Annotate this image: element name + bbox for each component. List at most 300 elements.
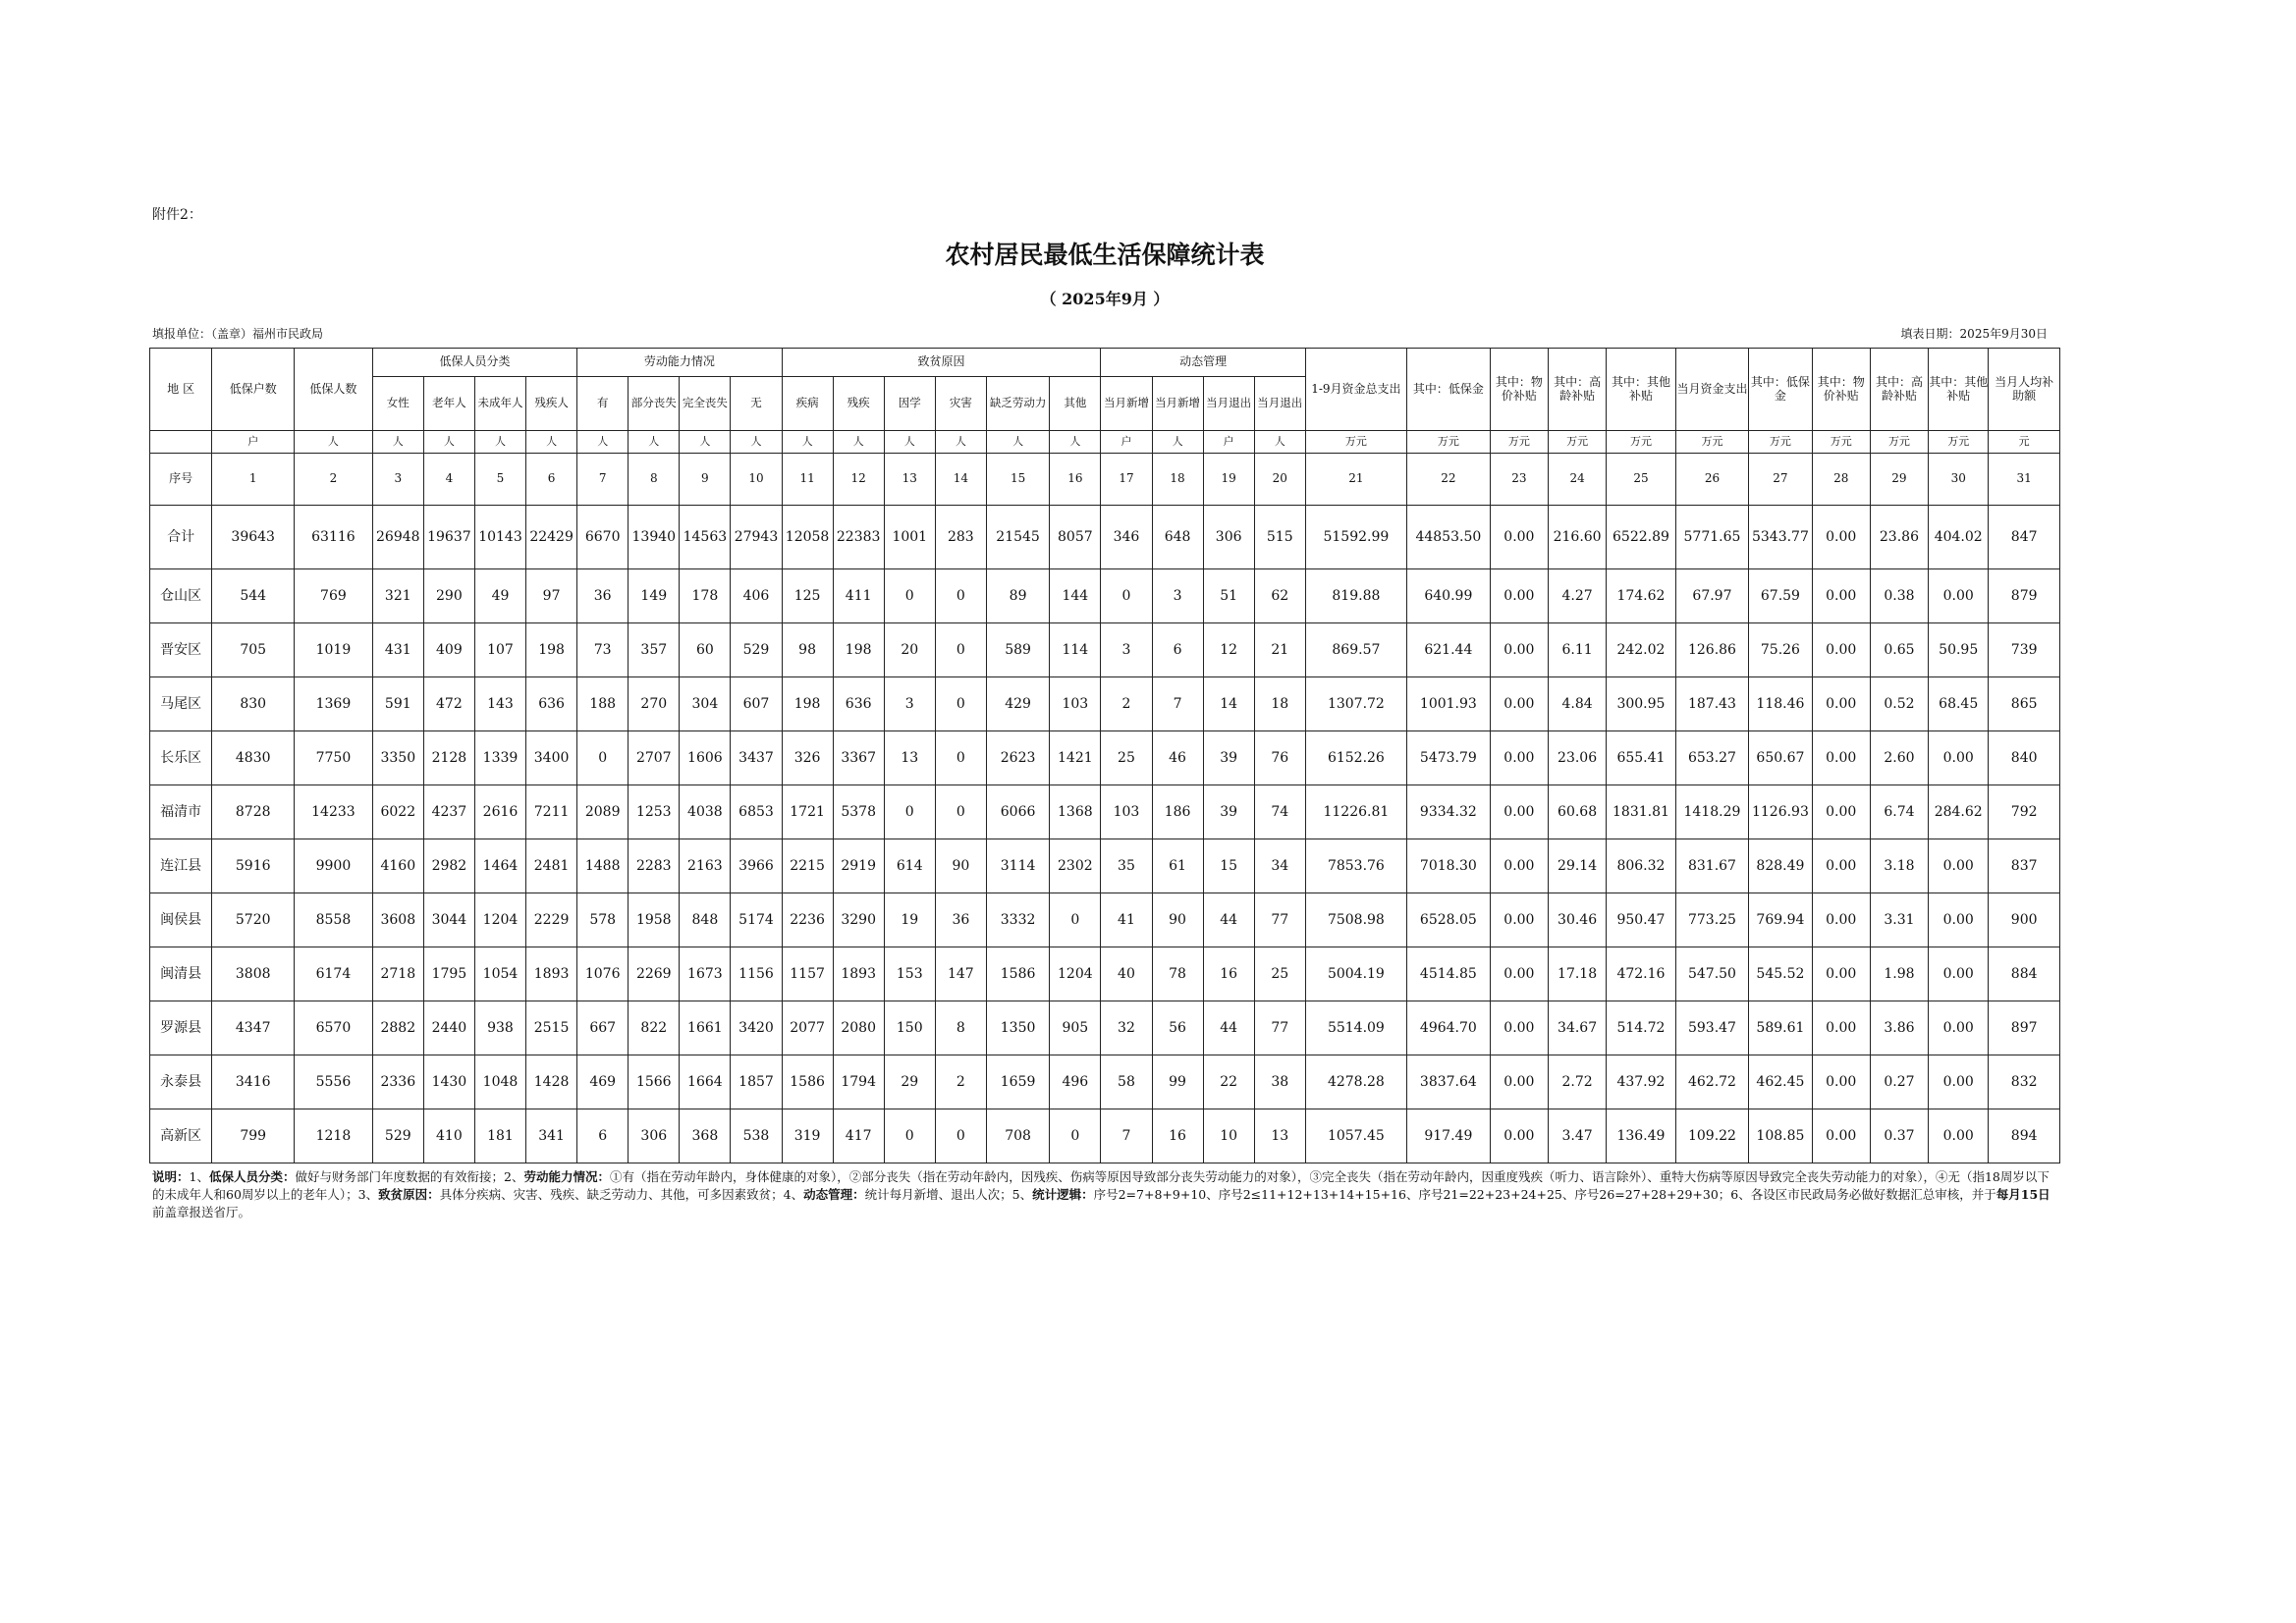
table-cell: 18 (1254, 677, 1305, 731)
unit-cell: 人 (782, 431, 833, 454)
table-cell: 938 (474, 1001, 525, 1055)
table-cell: 6152.26 (1305, 731, 1406, 785)
table-cell: 1054 (474, 947, 525, 1001)
table-cell: 15 (1203, 839, 1254, 893)
table-cell: 284.62 (1929, 785, 1989, 839)
table-cell: 529 (372, 1109, 423, 1163)
table-cell: 58 (1101, 1055, 1152, 1109)
table-cell: 7 (1152, 677, 1203, 731)
table-cell: 4278.28 (1305, 1055, 1406, 1109)
table-cell: 5378 (833, 785, 884, 839)
table-cell: 0.00 (1812, 506, 1870, 569)
table-cell: 2882 (372, 1001, 423, 1055)
table-cell: 1126.93 (1749, 785, 1812, 839)
unit-cell: 人 (577, 431, 629, 454)
table-cell: 544 (212, 569, 295, 623)
table-cell: 40 (1101, 947, 1152, 1001)
table-cell: 0 (1050, 1109, 1101, 1163)
table-cell: 16 (1152, 1109, 1203, 1163)
table-cell: 828.49 (1749, 839, 1812, 893)
note-term-logic: 统计逻辑： (1032, 1187, 1094, 1202)
table-cell: 357 (629, 623, 680, 677)
table-cell: 830 (212, 677, 295, 731)
table-cell: 30.46 (1548, 893, 1606, 947)
table-cell: 0.00 (1490, 506, 1548, 569)
table-cell: 667 (577, 1001, 629, 1055)
table-cell: 0 (577, 731, 629, 785)
table-cell: 0.00 (1490, 1001, 1548, 1055)
table-cell: 589.61 (1749, 1001, 1812, 1055)
header-month-total: 当月资金支出 (1675, 349, 1749, 431)
table-cell: 4.84 (1548, 677, 1606, 731)
table-cell: 429 (986, 677, 1049, 731)
unit-cell: 万元 (1675, 431, 1749, 454)
table-cell: 0.00 (1812, 947, 1870, 1001)
table-row (150, 785, 2060, 839)
table-cell: 97 (526, 569, 577, 623)
table-cell: 792 (1989, 785, 2060, 839)
table-cell: 0.37 (1870, 1109, 1928, 1163)
table-cell: 5004.19 (1305, 947, 1406, 1001)
table-cell: 4.27 (1548, 569, 1606, 623)
table-cell: 25 (1101, 731, 1152, 785)
sequence-cell: 25 (1607, 454, 1675, 506)
table-cell: 3966 (731, 839, 782, 893)
sequence-cell: 17 (1101, 454, 1152, 506)
table-cell: 6.74 (1870, 785, 1928, 839)
table-cell: 77 (1254, 1001, 1305, 1055)
table-cell: 7508.98 (1305, 893, 1406, 947)
table-cell: 14 (1203, 677, 1254, 731)
table-cell: 62 (1254, 569, 1305, 623)
unit-cell: 元 (1989, 431, 2060, 454)
table-cell: 5174 (731, 893, 782, 947)
table-cell: 4347 (212, 1001, 295, 1055)
table-cell: 1831.81 (1607, 785, 1675, 839)
sequence-cell: 24 (1548, 454, 1606, 506)
sequence-cell: 8 (629, 454, 680, 506)
table-cell: 75.26 (1749, 623, 1812, 677)
table-cell: 462.45 (1749, 1055, 1812, 1109)
table-cell: 13 (884, 731, 935, 785)
table-cell: 0 (884, 569, 935, 623)
unit-cell: 人 (1254, 431, 1305, 454)
table-cell: 51 (1203, 569, 1254, 623)
table-cell: 769.94 (1749, 893, 1812, 947)
sequence-cell: 21 (1305, 454, 1406, 506)
table-cell: 1659 (986, 1055, 1049, 1109)
table-cell: 1.98 (1870, 947, 1928, 1001)
table-cell: 0.00 (1812, 785, 1870, 839)
table-cell: 0.38 (1870, 569, 1928, 623)
table-cell: 897 (1989, 1001, 2060, 1055)
table-cell: 472 (423, 677, 474, 731)
sequence-cell: 15 (986, 454, 1049, 506)
table-cell: 144 (1050, 569, 1101, 623)
table-cell: 32 (1101, 1001, 1152, 1055)
table-cell: 2302 (1050, 839, 1101, 893)
table-cell: 68.45 (1929, 677, 1989, 731)
header-labor-yes: 有 (577, 377, 629, 431)
table-cell: 34 (1254, 839, 1305, 893)
table-cell: 0.00 (1490, 623, 1548, 677)
table-cell: 1076 (577, 947, 629, 1001)
table-cell: 591 (372, 677, 423, 731)
table-cell: 1795 (423, 947, 474, 1001)
table-cell: 1421 (1050, 731, 1101, 785)
table-cell: 5473.79 (1406, 731, 1490, 785)
table-cell: 705 (212, 623, 295, 677)
table-cell: 341 (526, 1109, 577, 1163)
table-row-total (150, 506, 2060, 569)
table-row (150, 1001, 2060, 1055)
table-cell: 0.00 (1929, 947, 1989, 1001)
table-cell: 3044 (423, 893, 474, 947)
table-cell: 109.22 (1675, 1109, 1749, 1163)
table-cell: 3 (1152, 569, 1203, 623)
table-cell: 547.50 (1675, 947, 1749, 1001)
note-term-cause: 致贫原因： (378, 1187, 440, 1202)
table-cell: 114 (1050, 623, 1101, 677)
table-cell: 0 (935, 569, 986, 623)
table-cell: 36 (577, 569, 629, 623)
table-cell: 22429 (526, 506, 577, 569)
sequence-cell: 14 (935, 454, 986, 506)
table-cell: 8 (935, 1001, 986, 1055)
note-text-2: 做好与财务部门年度数据的有效衔接；2、 (295, 1169, 524, 1184)
table-cell: 1368 (1050, 785, 1101, 839)
table-cell: 29.14 (1548, 839, 1606, 893)
table-cell: 9900 (295, 839, 373, 893)
table-cell: 44853.50 (1406, 506, 1490, 569)
table-row (150, 1055, 2060, 1109)
table-cell: 26948 (372, 506, 423, 569)
unit-cell: 人 (731, 431, 782, 454)
sequence-cell: 20 (1254, 454, 1305, 506)
sequence-cell: 10 (731, 454, 782, 506)
table-cell: 89 (986, 569, 1049, 623)
table-cell: 621.44 (1406, 623, 1490, 677)
table-row (150, 839, 2060, 893)
note-term-dynamic: 动态管理： (803, 1187, 865, 1202)
table-cell: 27943 (731, 506, 782, 569)
table-cell: 60 (680, 623, 731, 677)
sequence-row (150, 454, 2060, 506)
table-cell: 514.72 (1607, 1001, 1675, 1055)
note-text-7: 前盖章报送省厅。 (152, 1205, 251, 1219)
table-cell: 1307.72 (1305, 677, 1406, 731)
table-cell: 10 (1203, 1109, 1254, 1163)
unit-cell: 户 (1203, 431, 1254, 454)
unit-cell: 人 (423, 431, 474, 454)
unit-cell: 人 (629, 431, 680, 454)
table-cell: 538 (731, 1109, 782, 1163)
sequence-label: 序号 (150, 454, 212, 506)
table-cell: 5556 (295, 1055, 373, 1109)
table-cell: 0.00 (1812, 1109, 1870, 1163)
sequence-cell: 16 (1050, 454, 1101, 506)
table-cell: 4160 (372, 839, 423, 893)
table-cell: 1893 (526, 947, 577, 1001)
row-region: 合计 (150, 506, 212, 569)
table-cell: 0.00 (1929, 569, 1989, 623)
table-cell: 12 (1203, 623, 1254, 677)
table-cell: 3 (884, 677, 935, 731)
table-cell: 1001.93 (1406, 677, 1490, 731)
table-cell: 6066 (986, 785, 1049, 839)
unit-cell: 万元 (1305, 431, 1406, 454)
header-ytd-price: 其中：物价补贴 (1490, 349, 1548, 431)
table-cell: 879 (1989, 569, 2060, 623)
table-cell: 3420 (731, 1001, 782, 1055)
header-group-dynamic: 动态管理 (1101, 349, 1305, 377)
note-text-6: 序号2=7+8+9+10、序号2≤11+12+13+14+15+16、序号21=22+23+24+25、序号26=27+28+29+30；6、各设区市民政局务必做好数据汇总审核，并于 (1093, 1187, 1996, 1202)
table-cell: 147 (935, 947, 986, 1001)
sequence-cell: 7 (577, 454, 629, 506)
table-row (150, 677, 2060, 731)
table-cell: 0.00 (1929, 1001, 1989, 1055)
table-cell: 2707 (629, 731, 680, 785)
table-cell: 708 (986, 1109, 1049, 1163)
table-cell: 0.00 (1490, 569, 1548, 623)
table-cell: 1430 (423, 1055, 474, 1109)
table-cell: 16 (1203, 947, 1254, 1001)
table-cell: 1464 (474, 839, 525, 893)
table-cell: 822 (629, 1001, 680, 1055)
table-cell: 283 (935, 506, 986, 569)
table-cell: 19637 (423, 506, 474, 569)
sequence-cell: 19 (1203, 454, 1254, 506)
header-cause-disability: 残疾 (833, 377, 884, 431)
table-cell: 469 (577, 1055, 629, 1109)
header-avg-subsidy: 当月人均补助额 (1989, 349, 2060, 431)
table-cell: 0.00 (1812, 893, 1870, 947)
table-cell: 648 (1152, 506, 1203, 569)
table-cell: 1157 (782, 947, 833, 1001)
table-cell: 1661 (680, 1001, 731, 1055)
table-cell: 61 (1152, 839, 1203, 893)
table-cell: 5720 (212, 893, 295, 947)
table-cell: 2718 (372, 947, 423, 1001)
table-cell: 0.00 (1490, 785, 1548, 839)
table-cell: 1418.29 (1675, 785, 1749, 839)
table-cell: 0.27 (1870, 1055, 1928, 1109)
table-cell: 1339 (474, 731, 525, 785)
table-cell: 321 (372, 569, 423, 623)
row-region: 闽清县 (150, 947, 212, 1001)
table-cell: 3.31 (1870, 893, 1928, 947)
table-cell: 29 (884, 1055, 935, 1109)
table-cell: 819.88 (1305, 569, 1406, 623)
table-cell: 50.95 (1929, 623, 1989, 677)
header-cause-illness: 疾病 (782, 377, 833, 431)
unit-cell: 户 (1101, 431, 1152, 454)
table-cell: 304 (680, 677, 731, 731)
table-cell: 2128 (423, 731, 474, 785)
table-cell: 5916 (212, 839, 295, 893)
fill-date: 填表日期：2025年9月30日 (1900, 327, 2048, 341)
sequence-cell: 13 (884, 454, 935, 506)
table-cell: 198 (782, 677, 833, 731)
header-labor-full-loss: 完全丧失 (680, 377, 731, 431)
table-cell: 2283 (629, 839, 680, 893)
unit-cell: 人 (935, 431, 986, 454)
unit-cell: 人 (474, 431, 525, 454)
table-cell: 368 (680, 1109, 731, 1163)
row-region: 永泰县 (150, 1055, 212, 1109)
table-cell: 8558 (295, 893, 373, 947)
table-cell: 7853.76 (1305, 839, 1406, 893)
unit-cell: 万元 (1490, 431, 1548, 454)
table-cell: 0.00 (1929, 839, 1989, 893)
unit-cell: 万元 (1812, 431, 1870, 454)
table-cell: 4514.85 (1406, 947, 1490, 1001)
table-cell: 67.97 (1675, 569, 1749, 623)
header-row-groups (150, 349, 2060, 377)
table-cell: 76 (1254, 731, 1305, 785)
table-cell: 0 (1101, 569, 1152, 623)
table-cell: 44 (1203, 1001, 1254, 1055)
sequence-cell: 3 (372, 454, 423, 506)
table-cell: 2481 (526, 839, 577, 893)
table-cell: 319 (782, 1109, 833, 1163)
header-cause-disaster: 灾害 (935, 377, 986, 431)
table-cell: 34.67 (1548, 1001, 1606, 1055)
table-cell: 2616 (474, 785, 525, 839)
table-cell: 3837.64 (1406, 1055, 1490, 1109)
table-cell: 0.00 (1929, 893, 1989, 947)
unit-cell: 人 (680, 431, 731, 454)
table-cell: 2 (935, 1055, 986, 1109)
table-cell: 23.06 (1548, 731, 1606, 785)
header-labor-partial: 部分丧失 (629, 377, 680, 431)
table-cell: 848 (680, 893, 731, 947)
header-month-elder: 其中：高龄补贴 (1870, 349, 1928, 431)
unit-cell: 人 (1152, 431, 1203, 454)
table-cell: 5771.65 (1675, 506, 1749, 569)
table-cell: 5343.77 (1749, 506, 1812, 569)
table-cell: 1019 (295, 623, 373, 677)
table-cell: 462.72 (1675, 1055, 1749, 1109)
table-cell: 0.00 (1929, 1055, 1989, 1109)
sequence-cell: 4 (423, 454, 474, 506)
table-cell: 14233 (295, 785, 373, 839)
table-cell: 0.00 (1490, 677, 1548, 731)
table-cell: 1586 (782, 1055, 833, 1109)
table-cell: 6 (577, 1109, 629, 1163)
table-cell: 306 (629, 1109, 680, 1163)
table-cell: 9334.32 (1406, 785, 1490, 839)
table-cell: 773.25 (1675, 893, 1749, 947)
table-cell: 3 (1101, 623, 1152, 677)
unit-cell: 万元 (1406, 431, 1490, 454)
table-cell: 614 (884, 839, 935, 893)
table-cell: 90 (935, 839, 986, 893)
table-cell: 0 (935, 623, 986, 677)
sequence-cell: 31 (1989, 454, 2060, 506)
table-row (150, 731, 2060, 785)
table-cell: 4964.70 (1406, 1001, 1490, 1055)
table-cell: 900 (1989, 893, 2060, 947)
note-term-classification: 低保人员分类： (208, 1169, 296, 1184)
table-cell: 21545 (986, 506, 1049, 569)
table-cell: 198 (526, 623, 577, 677)
table-cell: 7750 (295, 731, 373, 785)
table-cell: 640.99 (1406, 569, 1490, 623)
sequence-cell: 1 (212, 454, 295, 506)
unit-cell: 万元 (1870, 431, 1928, 454)
table-cell: 242.02 (1607, 623, 1675, 677)
table-cell: 46 (1152, 731, 1203, 785)
table-cell: 2515 (526, 1001, 577, 1055)
table-cell: 187.43 (1675, 677, 1749, 731)
row-region: 罗源县 (150, 1001, 212, 1055)
table-cell: 39 (1203, 785, 1254, 839)
table-cell: 2.60 (1870, 731, 1928, 785)
row-region: 仓山区 (150, 569, 212, 623)
table-cell: 11226.81 (1305, 785, 1406, 839)
table-cell: 2080 (833, 1001, 884, 1055)
table-cell: 847 (1989, 506, 2060, 569)
table-cell: 3367 (833, 731, 884, 785)
table-cell: 1001 (884, 506, 935, 569)
sequence-cell: 18 (1152, 454, 1203, 506)
table-cell: 39 (1203, 731, 1254, 785)
table-cell: 6670 (577, 506, 629, 569)
table-cell: 865 (1989, 677, 2060, 731)
row-region: 高新区 (150, 1109, 212, 1163)
table-cell: 99 (1152, 1055, 1203, 1109)
table-cell: 578 (577, 893, 629, 947)
table-cell: 74 (1254, 785, 1305, 839)
table-cell: 174.62 (1607, 569, 1675, 623)
table-cell: 181 (474, 1109, 525, 1163)
row-region: 闽侯县 (150, 893, 212, 947)
table-cell: 7018.30 (1406, 839, 1490, 893)
table-row (150, 569, 2060, 623)
table-cell: 188 (577, 677, 629, 731)
table-cell: 2982 (423, 839, 474, 893)
header-cause-other: 其他 (1050, 377, 1101, 431)
table-cell: 950.47 (1607, 893, 1675, 947)
table-cell: 1857 (731, 1055, 782, 1109)
table-cell: 6 (1152, 623, 1203, 677)
report-period: （ 2025年9月 ） (1040, 290, 1170, 308)
table-cell: 636 (526, 677, 577, 731)
table-cell: 3400 (526, 731, 577, 785)
table-cell: 6022 (372, 785, 423, 839)
table-cell: 1048 (474, 1055, 525, 1109)
unit-cell: 万元 (1607, 431, 1675, 454)
table-cell: 0.00 (1812, 1001, 1870, 1055)
table-cell: 306 (1203, 506, 1254, 569)
table-cell: 1204 (474, 893, 525, 947)
table-row (150, 623, 2060, 677)
units-row (150, 431, 2060, 454)
table-cell: 2440 (423, 1001, 474, 1055)
table-cell: 4038 (680, 785, 731, 839)
table-cell: 0.65 (1870, 623, 1928, 677)
table-cell: 0.00 (1490, 947, 1548, 1001)
table-cell: 23.86 (1870, 506, 1928, 569)
table-cell: 589 (986, 623, 1049, 677)
header-ytd-total: 1-9月资金总支出 (1305, 349, 1406, 431)
table-cell: 884 (1989, 947, 2060, 1001)
table-cell: 1156 (731, 947, 782, 1001)
table-cell: 6.11 (1548, 623, 1606, 677)
table-cell: 739 (1989, 623, 2060, 677)
header-region: 地 区 (150, 349, 212, 431)
